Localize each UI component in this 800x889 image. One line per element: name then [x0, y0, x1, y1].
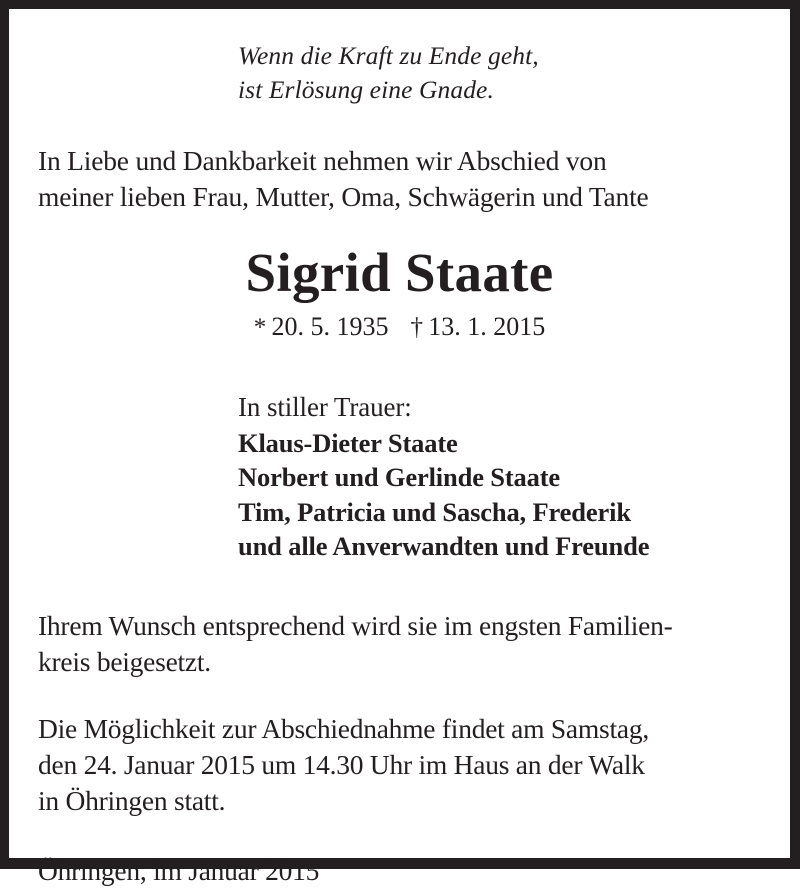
epigraph — [38, 9, 761, 107]
notice-sheet — [9, 9, 790, 886]
life-dates — [38, 302, 761, 343]
mourners-list — [238, 426, 761, 564]
intro-text — [38, 107, 761, 215]
place-date-line: Öhringen, im Januar 2015 — [38, 854, 320, 886]
intro-line-2: meiner lieben Frau, Mutter, Oma, Schwägerin und Tante — [38, 180, 649, 212]
epigraph-line-2: ist Erlösung eine Gnade. — [238, 74, 494, 104]
birth-symbol-icon: * — [253, 314, 267, 342]
mourners-heading: In stiller Trauer: — [238, 392, 412, 423]
deceased-name-block — [38, 214, 761, 343]
mourner-name: Klaus-Dieter Staate — [238, 427, 458, 458]
place-and-date — [38, 819, 761, 889]
farewell-paragraph — [38, 680, 761, 819]
mourners-block — [38, 343, 761, 564]
burial-line-2: kreis beigesetzt. — [38, 645, 211, 677]
mourner-name: Norbert und Gerlinde Staate — [238, 462, 561, 493]
death-symbol-icon: † — [410, 314, 423, 342]
burial-paragraph — [38, 564, 761, 680]
burial-line-1: Ihrem Wunsch entsprechend wird sie im engsten Familien- — [38, 609, 673, 641]
farewell-line-2: den 24. Januar 2015 um 14.30 Uhr im Haus an der Walk — [38, 748, 645, 780]
farewell-line-3: in Öhringen statt. — [38, 784, 226, 816]
farewell-line-1: Die Möglichkeit zur Abschiednahme findet am Samstag, — [38, 712, 649, 744]
birth-date: 20. 5. 1935 — [271, 312, 389, 342]
intro-line-1: In Liebe und Dankbarkeit nehmen wir Abschied von — [38, 144, 607, 176]
mourner-name: und alle Anverwandten und Freunde — [238, 531, 650, 562]
death-date: 13. 1. 2015 — [428, 312, 546, 342]
mourner-name: Tim, Patricia und Sascha, Frederik — [238, 496, 631, 527]
epigraph-line-1: Wenn die Kraft zu Ende geht, — [238, 41, 539, 70]
deceased-name: Sigrid Staate — [245, 242, 554, 304]
